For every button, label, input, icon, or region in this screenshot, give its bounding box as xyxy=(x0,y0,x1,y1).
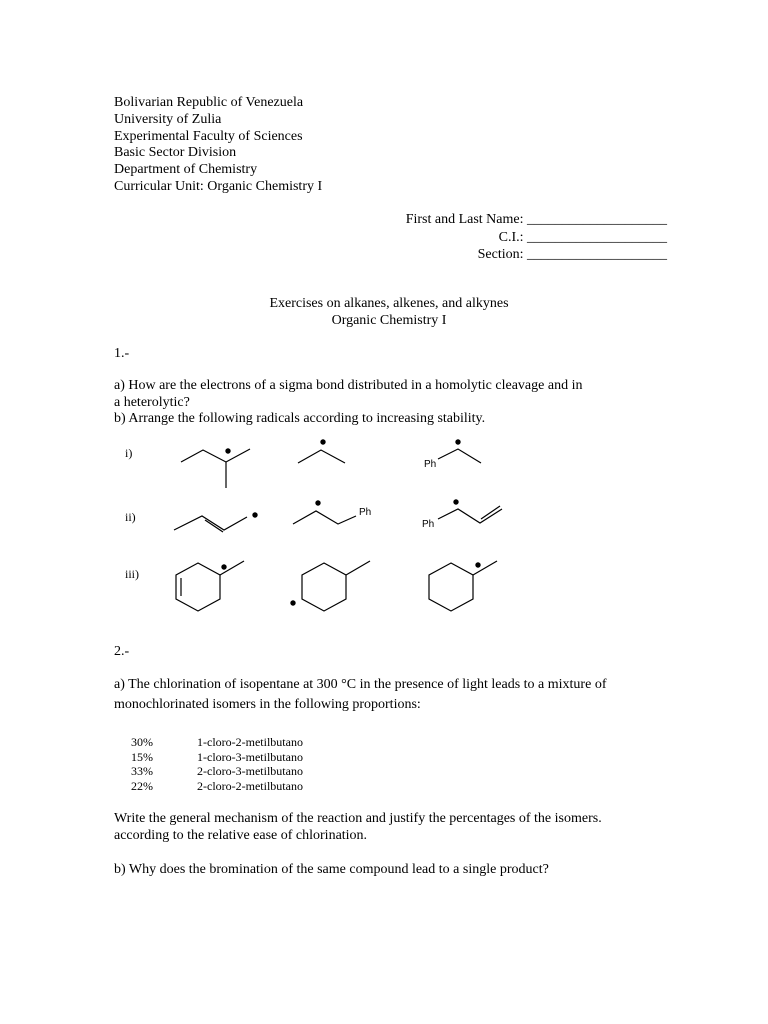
table-row xyxy=(131,779,303,794)
radical-dot xyxy=(453,499,458,504)
question-1a xyxy=(114,378,644,428)
phenyl-label: Ph xyxy=(359,507,372,518)
isomer-percentage: 30% xyxy=(131,735,153,749)
isomer-name: 2-cloro-3-metilbutano xyxy=(197,764,303,778)
isomer-name: 2-cloro-2-metilbutano xyxy=(197,778,303,793)
radical-dot xyxy=(320,439,325,444)
mechanism-line-2: according to the relative ease of chlorination. xyxy=(114,827,368,843)
question-2a-line-1: a) The chlorination of isopentane at 300 °C in the presence of light leads to a mixture of xyxy=(114,677,607,692)
radical-dot xyxy=(315,500,320,505)
radical-structure-i-1 xyxy=(178,440,254,492)
question-2b: b) Why does the bromination of the same compound lead to a single product? xyxy=(114,862,549,877)
header-line-university: University of Zulia xyxy=(114,111,222,127)
radical-structure-i-2 xyxy=(296,436,350,468)
row-label-i: i) xyxy=(125,446,133,460)
isomer-name: 1-cloro-2-metilbutano xyxy=(197,735,303,749)
mechanism-line-1: Write the general mechanism of the reaction and justify the percentages of the isomers. xyxy=(114,811,602,826)
question-2-number: 2.- xyxy=(114,644,130,659)
radical-structure-ii-1 xyxy=(172,500,264,534)
institution-header xyxy=(114,95,322,196)
radical-structure-i-3 xyxy=(420,436,484,472)
radical-dot xyxy=(290,600,295,605)
isomer-percentage: 22% xyxy=(131,778,153,793)
name-field: First and Last Name: ____________________ xyxy=(405,212,667,227)
question-2-mechanism xyxy=(114,811,644,844)
row-label-ii: ii) xyxy=(125,510,136,524)
isomer-table xyxy=(131,735,303,793)
question-1a-line-1: a) How are the electrons of a sigma bond distributed in a homolytic cleavage and in xyxy=(114,378,583,393)
phenyl-label: Ph xyxy=(422,519,435,530)
radical-dot xyxy=(225,448,230,453)
table-row xyxy=(131,750,303,765)
isomer-percentage: 33% xyxy=(131,764,153,778)
exercise-title xyxy=(0,296,768,329)
radical-dot xyxy=(455,439,460,444)
title-line-1: Exercises on alkanes, alkenes, and alkynes xyxy=(269,296,509,311)
radical-dot xyxy=(475,562,480,567)
header-line-division: Basic Sector Division xyxy=(114,145,237,161)
section-field: Section: ____________________ xyxy=(477,247,667,262)
radical-dot xyxy=(221,564,226,569)
phenyl-label: Ph xyxy=(424,459,437,470)
question-1a-line-2: a heterolytic? xyxy=(114,394,190,410)
ci-field: C.I.: ____________________ xyxy=(498,229,667,245)
title-line-2: Organic Chemistry I xyxy=(331,312,447,328)
question-1b: b) Arrange the following radicals according to increasing stability. xyxy=(114,411,486,426)
header-line-department: Department of Chemistry xyxy=(114,162,258,178)
radical-structure-iii-3 xyxy=(423,557,503,619)
isomer-percentage: 15% xyxy=(131,749,153,764)
row-label-iii: iii) xyxy=(125,567,139,581)
radical-structure-ii-3 xyxy=(420,496,506,532)
radical-structure-iii-2 xyxy=(286,557,376,619)
header-line-faculty: Experimental Faculty of Sciences xyxy=(114,128,303,144)
question-2a-line-2: monochlorinated isomers in the following proportions: xyxy=(114,697,421,712)
question-2a xyxy=(114,675,644,715)
question-1-number: 1.- xyxy=(114,346,130,361)
header-line-unit: Curricular Unit: Organic Chemistry I xyxy=(114,178,323,194)
radical-structure-iii-1 xyxy=(172,557,252,619)
isomer-name: 1-cloro-3-metilbutano xyxy=(197,749,303,764)
table-row xyxy=(131,735,303,750)
table-row xyxy=(131,764,303,779)
student-info-block xyxy=(406,211,667,264)
radical-structure-ii-2 xyxy=(291,497,375,529)
header-line-country: Bolivarian Republic of Venezuela xyxy=(114,95,304,110)
radical-dot xyxy=(252,512,257,517)
